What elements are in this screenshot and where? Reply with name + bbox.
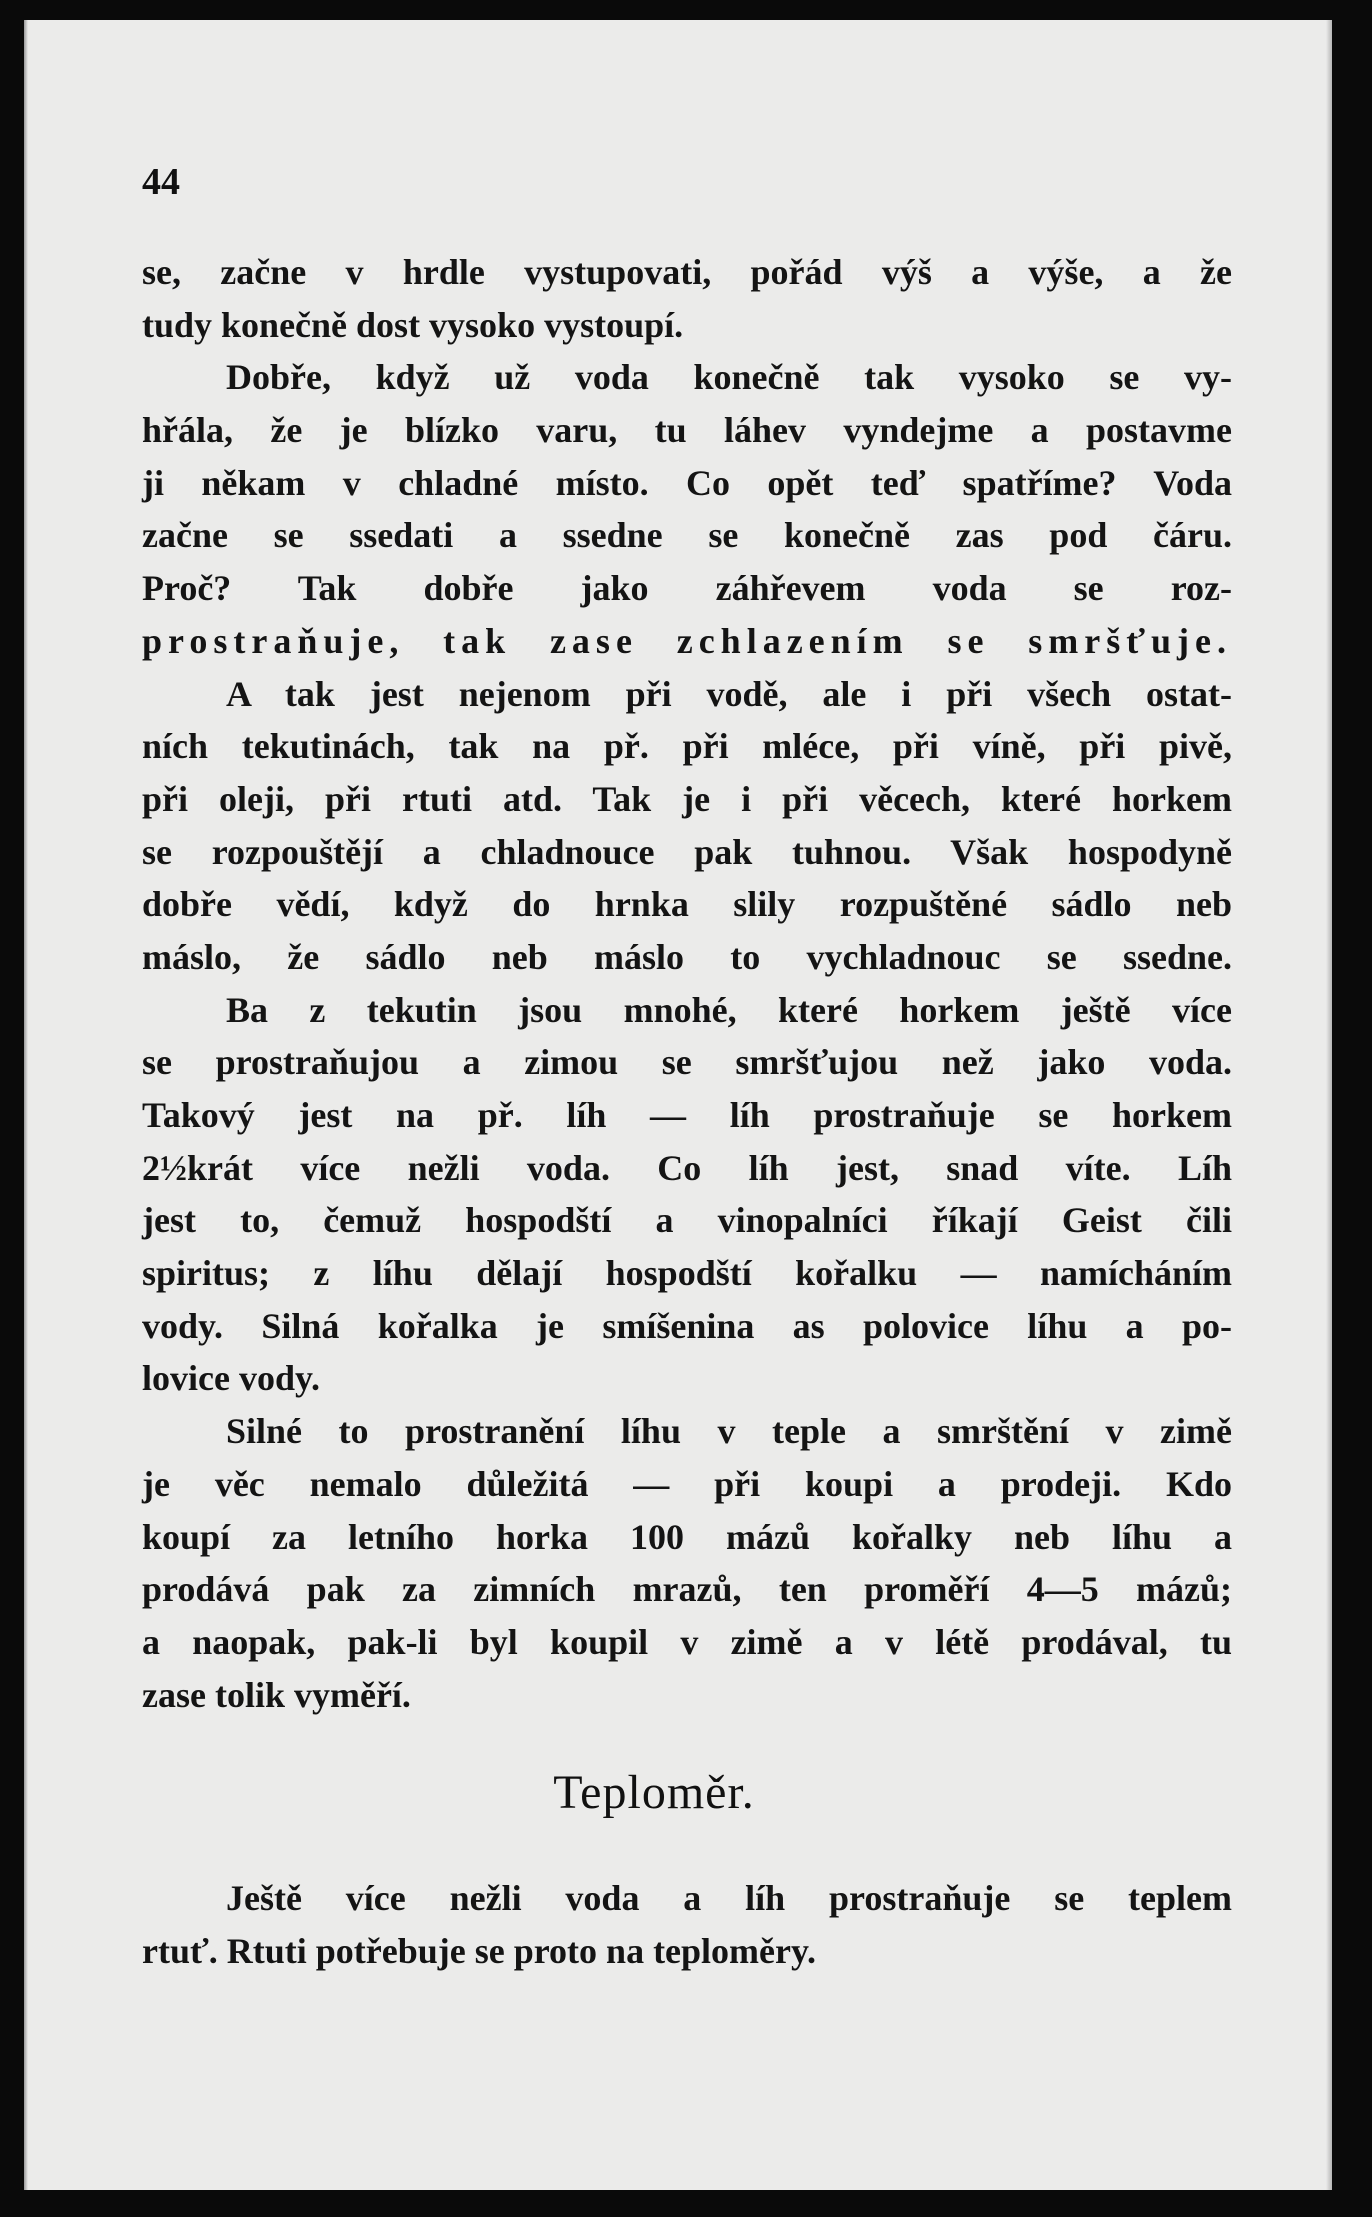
page-edge-right [1326,20,1332,2190]
text-line: při oleji, při rtuti atd. Tak je i při věcech, které horkem [142,778,1232,819]
body-text-section [142,1872,1232,1977]
page-edge-left [24,20,28,2190]
text-line: Ba z tekutin jsou mnohé, které horkem ještě více [226,989,1232,1030]
text-line: prostraňuje, tak zase zchlazením se smršťuje. [142,620,1232,661]
text-line: ních tekutinách, tak na př. při mléce, při víně, při pivě, [142,726,1232,767]
text-line: Silné to prostranění líhu v teple a smrštění v zimě [226,1411,1232,1452]
text-line: rtuť. Rtuti potřebuje se proto na teploměry. [142,1930,817,1971]
text-line: 2½krát více nežli voda. Co líh jest, snad víte. Líh [142,1147,1232,1188]
text-line: Dobře, když už voda konečně tak vysoko se vy- [226,357,1232,398]
text-line: dobře vědí, když do hrnka slily rozpuštěné sádlo neb [142,884,1232,925]
text-line: A tak jest nejenom při vodě, ale i při všech ostat- [226,673,1232,714]
text-line: hřála, že je blízko varu, tu láhev vyndejme a postavme [142,410,1232,451]
text-line: máslo, že sádlo neb máslo to vychladnouc se ssedne. [142,936,1232,977]
section-heading: Teploměr. [553,1766,755,1819]
text-line: je věc nemalo důležitá — při koupi a prodeji. Kdo [142,1463,1232,1504]
text-line: Ještě více nežli voda a líh prostraňuje se teplem [226,1878,1232,1918]
text-line: ji někam v chladné místo. Co opět teď spatříme? Voda [142,462,1232,503]
text-line: se prostraňujou a zimou se smršťujou než jako voda. [142,1042,1232,1083]
text-line: se, začne v hrdle vystupovati, pořád výš a výše, a že [142,252,1232,292]
text-line: spiritus; z líhu dělají hospodští kořalku — namícháním [142,1253,1232,1294]
text-line: vody. Silná kořalka je smíšenina as polovice líhu a po- [142,1305,1232,1346]
text-line: prodává pak za zimních mrazů, ten proměří 4—5 mázů; [142,1569,1232,1610]
text-line: Takový jest na př. líh — líh prostraňuje se horkem [142,1095,1232,1135]
text-line: zase tolik vyměří. [142,1674,411,1715]
text-line: lovice vody. [142,1358,320,1399]
text-line: Proč? Tak dobře jako záhřevem voda se roz- [142,568,1232,609]
body-text [142,246,1232,1721]
text-line: koupí za letního horka 100 mázů kořalky neb líhu a [142,1516,1232,1557]
text-line: a naopak, pak-li byl koupil v zimě a v létě prodával, tu [142,1621,1232,1662]
page-number: 44 [142,161,180,203]
text-line: jest to, čemuž hospodští a vinopalníci říkají Geist čili [142,1200,1232,1241]
text-line: začne se ssedati a ssedne se konečně zas pod čáru. [142,515,1232,556]
text-line: se rozpouštějí a chladnouce pak tuhnou. Však hospodyně [142,831,1232,872]
text-line: tudy konečně dost vysoko vystoupí. [142,304,684,345]
